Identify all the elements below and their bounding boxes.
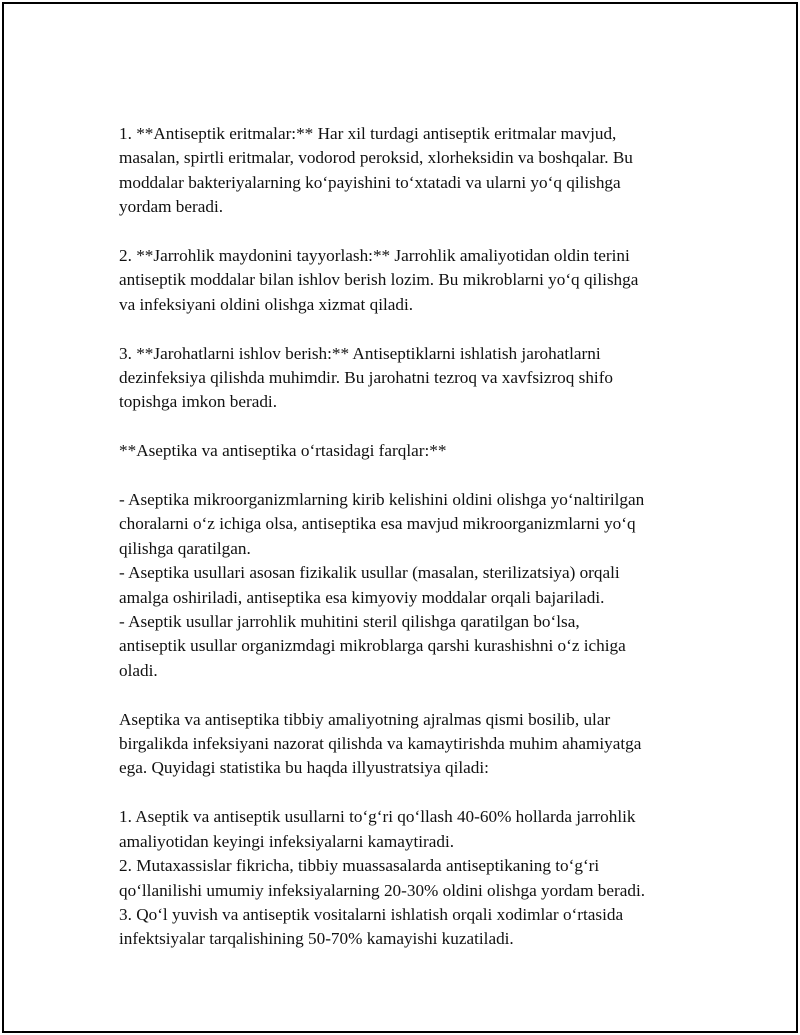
text-line: 2. Mutaxassislar fikricha, tibbiy muassasalarda antiseptikaning to‘g‘ri [119,856,600,876]
text-line: Aseptika va antiseptika tibbiy amaliyotning ajralmas qismi bosilib, ular [119,709,611,729]
page-frame [2,2,798,1033]
text-line: qilishga qaratilgan. [119,538,251,558]
text-line: - Aseptika usullari asosan fizikalik usullar (masalan, sterilizatsiya) orqali [119,563,620,583]
text-line: 2. **Jarrohlik maydonini tayyorlash:** Jarrohlik amaliyotidan oldin terini [119,246,630,266]
text-line: birgalikda infeksiyani nazorat qilishda va kamaytirishda muhim ahamiyatga [119,734,642,754]
text-line: 1. **Antiseptik eritmalar:** Har xil turdagi antiseptik eritmalar mavjud, [119,124,617,143]
text-line: amalga oshiriladi, antiseptika esa kimyoviy moddalar orqali bajariladi. [119,587,605,607]
text-line: choralarni o‘z ichiga olsa, antiseptika esa mavjud mikroorganizmlarni yo‘q [119,514,636,534]
paragraph-statistics-list [119,805,709,951]
document-body [119,122,709,976]
text-line: - Aseptika mikroorganizmlarning kirib kelishini oldini olishga yo‘naltirilgan [119,490,645,510]
paragraph-surgical-field [119,244,709,317]
text-line: qo‘llanilishi umumiy infeksiyalarning 20-30% oldini olishga yordam beradi. [119,880,646,900]
text-line: infektsiyalar tarqalishining 50-70% kamayishi kuzatiladi. [119,929,514,949]
text-line: antiseptik usullar organizmdagi mikroblarga qarshi kurashishni o‘z ichiga [119,636,626,656]
paragraph-differences-list [119,488,709,683]
text-line: moddalar bakteriyalarning ko‘payishini to‘xtatadi va ularni yo‘q qilishga [119,172,621,192]
text-line: va infeksiyani oldini olishga xizmat qiladi. [119,294,414,314]
text-line: 3. Qo‘l yuvish va antiseptik vositalarni ishlatish orqali xodimlar o‘rtasida [119,904,624,924]
text-line: antiseptik moddalar bilan ishlov berish lozim. Bu mikroblarni yo‘q qilishga [119,270,639,290]
paragraph-summary [119,708,709,781]
paragraph-antiseptic-solutions [119,122,709,220]
text-line: amaliyotidan keyingi infeksiyalarni kamaytiradi. [119,831,455,851]
text-line: - Aseptik usullar jarrohlik muhitini steril qilishga qaratilgan bo‘lsa, [119,612,580,632]
text-line: masalan, spirtli eritmalar, vodorod peroksid, xlorheksidin va boshqalar. Bu [119,148,633,168]
text-line: yordam beradi. [119,197,224,217]
text-line: ega. Quyidagi statistika bu haqda illyustratsiya qiladi: [119,758,489,778]
text-line: topishga imkon beradi. [119,392,278,412]
text-line: dezinfeksiya qilishda muhimdir. Bu jarohatni tezroq va xavfsizroq shifo [119,368,614,388]
paragraph-wound-treatment [119,342,709,415]
section-heading-differences [119,439,709,463]
text-line: 1. Aseptik va antiseptik usullarni to‘g‘ri qo‘llash 40-60% hollarda jarrohlik [119,807,636,827]
text-line: 3. **Jarohatlarni ishlov berish:** Antiseptiklarni ishlatish jarohatlarni [119,343,601,363]
text-line: oladi. [119,660,158,680]
text-line: **Aseptika va antiseptika o‘rtasidagi farqlar:** [119,441,447,461]
